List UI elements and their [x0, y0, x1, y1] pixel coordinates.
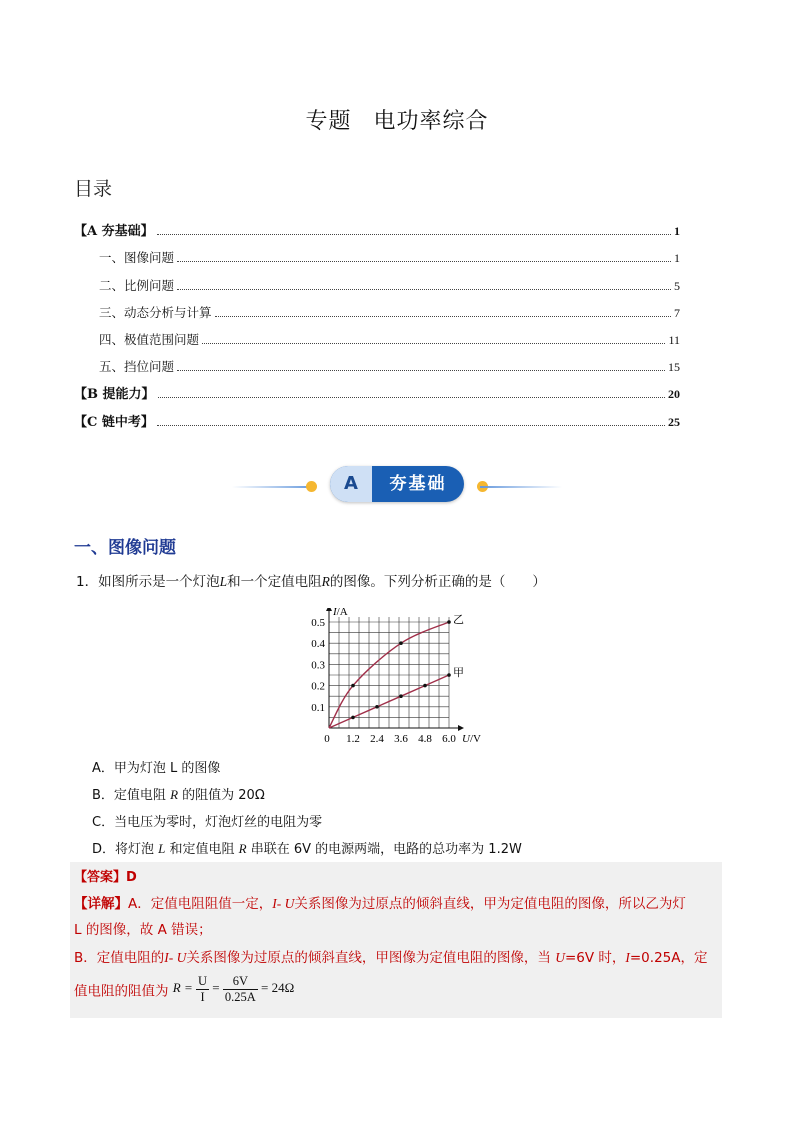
y-tick-label: 0.1: [311, 701, 325, 714]
y-axis-label: I/A: [333, 608, 348, 618]
toc-item[interactable]: [74, 239, 680, 266]
iu-chart: [300, 608, 500, 753]
toc-label: 三、动态分析与计算: [99, 304, 212, 320]
toc-label: 一、图像问题: [99, 250, 175, 266]
detail-line-2: L 的图像，故 A 错误；: [74, 922, 212, 938]
banner-line-left: [232, 486, 314, 488]
banner-letter: A: [330, 466, 372, 502]
toc-page: 15: [668, 360, 680, 375]
data-point: [447, 673, 451, 677]
toc-page: 1: [674, 251, 680, 266]
toc-page: 5: [674, 278, 680, 293]
x-axis-label: U/V: [462, 733, 481, 745]
x-tick-label: 2.4: [370, 733, 384, 745]
toc-item[interactable]: [74, 294, 680, 321]
toc-label: 【B 提能力】: [74, 387, 155, 403]
x-axis-arrow: [458, 725, 464, 731]
page-title: 专题 电功率综合: [305, 109, 489, 134]
y-tick-label: 0.5: [311, 616, 325, 629]
data-point: [351, 684, 355, 688]
toc-item[interactable]: [74, 321, 680, 348]
y-tick-label: 0.3: [311, 659, 325, 672]
toc-label: 五、挡位问题: [99, 359, 175, 375]
banner-pill: [330, 466, 464, 502]
fraction-values: $\frac{6V}{0.25A}$: [224, 974, 256, 1004]
option-d: D．将灯泡 L 和定值电阻 R 串联在 6V 的电源两端，电路的总功率为 1.2W: [92, 841, 522, 857]
detail-line-3: B．定值电阻的I- U关系图像为过原点的倾斜直线，甲图像为定值电阻的图像，当 U=6V 时，I=0.25A，定: [74, 950, 708, 966]
toc-leader: [177, 370, 665, 371]
banner-dot-left: [306, 481, 317, 492]
x-tick-label: 0: [324, 733, 330, 745]
toc-item[interactable]: [74, 212, 680, 239]
fraction-ui: $\frac{U}{I}$: [198, 974, 208, 1004]
toc-leader: [177, 261, 671, 262]
toc-page: 7: [674, 305, 680, 320]
toc-label: 【C 链中考】: [74, 414, 154, 430]
toc-item[interactable]: [74, 375, 680, 402]
data-point: [351, 716, 355, 720]
toc-page: 25: [668, 414, 680, 429]
toc-leader: [202, 343, 665, 344]
toc-label: 【A 夯基础】: [74, 224, 154, 240]
toc-leader: [215, 316, 671, 317]
y-axis-arrow: [326, 608, 332, 611]
toc-item[interactable]: [74, 402, 680, 429]
section-banner: [232, 466, 562, 502]
toc-item[interactable]: [74, 348, 680, 375]
banner-text: 夯基础: [389, 474, 447, 494]
series-label: 甲: [453, 665, 464, 679]
toc-page: 20: [668, 387, 680, 402]
resistance-formula: R = $\frac{U}{I}$ = $\frac{6V}{0.25A}$ = 24Ω: [172, 974, 295, 1004]
data-point: [447, 620, 451, 624]
toc-heading: 目录: [74, 178, 113, 200]
x-tick-label: 6.0: [442, 733, 456, 745]
table-of-contents: [74, 212, 680, 430]
data-point: [375, 705, 379, 709]
toc-label: 四、极值范围问题: [99, 331, 200, 347]
question-text: 1．如图所示是一个灯泡L和一个定值电阻R的图像。下列分析正确的是（ ）: [76, 574, 546, 590]
toc-leader: [177, 289, 671, 290]
y-tick-label: 0.4: [311, 638, 325, 651]
x-tick-label: 3.6: [394, 733, 408, 745]
toc-item[interactable]: [74, 266, 680, 293]
y-tick-label: 0.2: [311, 680, 325, 693]
detail-line-1: 【详解】A．定值电阻阻值一定，I- U关系图像为过原点的倾斜直线，甲为定值电阻的图像，所以乙为灯: [74, 896, 686, 912]
banner-line-right: [480, 486, 562, 488]
toc-leader: [157, 425, 665, 426]
data-point: [423, 684, 427, 688]
answer-line: 【答案】D: [74, 870, 137, 885]
toc-page: 11: [668, 332, 680, 347]
x-tick-label: 1.2: [346, 733, 360, 745]
option-a: A．甲为灯泡 L 的图像: [92, 761, 221, 776]
section-title: 一、图像问题: [74, 538, 176, 558]
x-tick-label: 4.8: [418, 733, 432, 745]
toc-leader: [158, 397, 665, 398]
toc-leader: [157, 234, 671, 235]
option-c: C．当电压为零时，灯泡灯丝的电阻为零: [92, 815, 323, 830]
toc-page: 1: [674, 224, 680, 239]
detail-line-4: 值电阻的阻值为 R = $\frac{U}{I}$ = $\frac{6V}{0.25A}$ = 24Ω: [74, 974, 295, 1004]
data-point: [399, 694, 403, 698]
option-b: B．定值电阻 R 的阻值为 20Ω: [92, 787, 265, 803]
series-label: 乙: [453, 612, 464, 626]
data-point: [399, 641, 403, 645]
toc-label: 二、比例问题: [99, 277, 175, 293]
